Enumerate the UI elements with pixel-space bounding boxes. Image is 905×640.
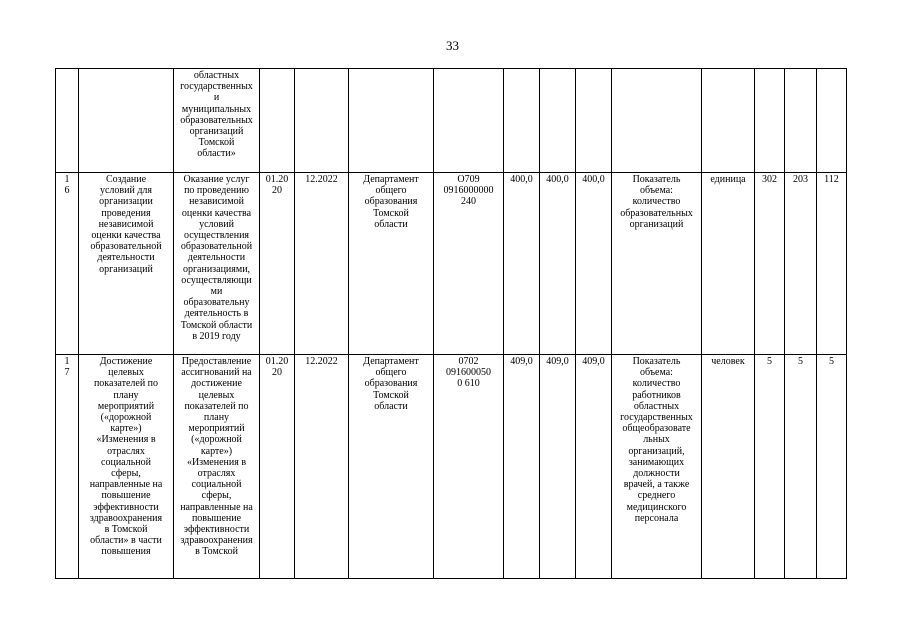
table-cell — [260, 69, 295, 173]
table-cell — [434, 69, 504, 173]
table-cell — [785, 69, 817, 173]
table-cell: 01.20 20 — [260, 173, 295, 355]
table-cell: Департамент общего образования Томской области — [349, 355, 434, 579]
table-cell: 1 7 — [56, 355, 79, 579]
table-cell: 5 — [755, 355, 785, 579]
table-cell — [56, 69, 79, 173]
table-cell — [349, 69, 434, 173]
table-cell: человек — [702, 355, 755, 579]
table-cell: 400,0 — [576, 173, 612, 355]
table-cell: Создание условий для организации проведения независимой оценки качества образовательной деятельности организаций — [79, 173, 174, 355]
table-cell — [702, 69, 755, 173]
table-cell: 400,0 — [504, 173, 540, 355]
table-cell: 203 — [785, 173, 817, 355]
table-cell: 409,0 — [540, 355, 576, 579]
table-cell — [576, 69, 612, 173]
table-cell: Достижение целевых показателей по плану мероприятий («дорожной карте») «Изменения в отраслях социальной сферы, направленные на повышение эффективности здравоохранения в Томской области» в части повышения — [79, 355, 174, 579]
table-cell — [295, 69, 349, 173]
table-cell: О709 0916000000 240 — [434, 173, 504, 355]
table-row — [56, 355, 847, 579]
table-cell: Предоставление ассигнований на достижение целевых показателей по плану мероприятий («дорожной карте») «Изменения в отраслях социальной сферы, направленные на повышение эффективности здравоохранения в Томской — [174, 355, 260, 579]
table-cell: Показатель объема: количество работников областных государственных общеобразовате льных организаций, занимающих должности врачей, а также среднего медицинского персонала — [612, 355, 702, 579]
table-cell — [504, 69, 540, 173]
table-cell: 01.20 20 — [260, 355, 295, 579]
table-cell: 112 — [817, 173, 847, 355]
table-cell: 12.2022 — [295, 355, 349, 579]
page-number: 33 — [446, 38, 459, 53]
table-cell — [79, 69, 174, 173]
table-cell: 12.2022 — [295, 173, 349, 355]
table-cell: единица — [702, 173, 755, 355]
table-cell: 0702 091600050 0 610 — [434, 355, 504, 579]
table-cell: Департамент общего образования Томской области — [349, 173, 434, 355]
table-cell: 409,0 — [576, 355, 612, 579]
table-cell: 5 — [817, 355, 847, 579]
table-cell — [817, 69, 847, 173]
budget-table — [55, 68, 847, 579]
table-cell — [755, 69, 785, 173]
table-cell: 1 6 — [56, 173, 79, 355]
table-cell: 409,0 — [504, 355, 540, 579]
table-cell: 302 — [755, 173, 785, 355]
table-row — [56, 69, 847, 173]
table-cell: 5 — [785, 355, 817, 579]
table-cell: Показатель объема: количество образовательных организаций — [612, 173, 702, 355]
table-row — [56, 173, 847, 355]
table-cell — [540, 69, 576, 173]
table-cell: 400,0 — [540, 173, 576, 355]
table-cell: Оказание услуг по проведению независимой оценки качества условий осуществления образовательной деятельности организациями, осуществляющи ми образовательну деятельность в Томской области в 2019 году — [174, 173, 260, 355]
table-cell: областных государственных и муниципальных образовательных организаций Томской области» — [174, 69, 260, 173]
table-cell — [612, 69, 702, 173]
